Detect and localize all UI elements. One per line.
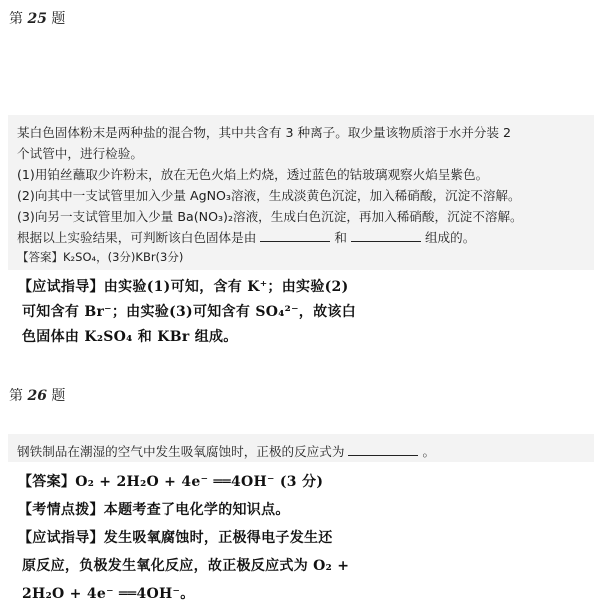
q25-question (17, 227, 475, 246)
q26-guide-line2: 原反应，负极发生氧化反应，故正极反应式为 O₂ + (22, 558, 350, 574)
q25-guide-line2: 可知含有 Br⁻；由实验(3)可知含有 SO₄²⁻，故该白 (22, 304, 356, 320)
answer-blank-2 (351, 230, 421, 242)
q25-step1: (1)用铂丝蘸取少许粉末，放在无色火焰上灼烧，透过蓝色的钴玻璃观察火焰呈紫色。 (17, 167, 489, 182)
title-prefix: 第 (9, 11, 23, 27)
q26-guide-line1: 【应试指导】发生吸氧腐蚀时，正极得电子发生还 (18, 530, 333, 546)
answer-blank (348, 444, 418, 456)
q25-step2: (2)向其中一支试管里加入少量 AgNO₃溶液，生成淡黄色沉淀，加入稀硝酸，沉淀不溶解。 (17, 188, 521, 203)
q25-guide-line1: 【应试指导】由实验(1)可知，含有 K⁺；由实验(2) (18, 279, 349, 295)
q25-answer: 【答案】K₂SO₄，(3分)KBr(3分) (17, 250, 184, 264)
question-26-title (9, 385, 65, 405)
question-number: 26 (27, 388, 47, 404)
title-suffix: 题 (51, 388, 66, 404)
question-end: 。 (422, 444, 436, 459)
question-number: 25 (27, 11, 47, 27)
title-suffix: 题 (51, 11, 66, 27)
q25-intro-line2: 个试管中，进行检验。 (17, 146, 143, 161)
title-prefix: 第 (9, 388, 23, 404)
q26-question (17, 441, 435, 460)
q26-guide-line3: 2H₂O + 4e⁻ ══4OH⁻。 (22, 586, 195, 602)
q26-point: 【考情点拨】本题考查了电化学的知识点。 (18, 502, 290, 518)
q25-intro-line1: 某白色固体粉末是两种盐的混合物，其中共含有 3 种离子。取少量该物质溶于水并分装 2 (17, 125, 512, 140)
question-25-title (9, 8, 65, 28)
question-text-a: 根据以上实验结果，可判断该白色固体是由 (17, 230, 257, 245)
question-text-b: 和 (334, 230, 347, 245)
question-text: 钢铁制品在潮湿的空气中发生吸氧腐蚀时，正极的反应式为 (17, 444, 345, 459)
answer-blank-1 (260, 230, 330, 242)
q25-guide-line3: 色固体由 K₂SO₄ 和 KBr 组成。 (22, 329, 238, 345)
q26-answer: 【答案】O₂ + 2H₂O + 4e⁻ ══4OH⁻ (3 分) (18, 474, 324, 490)
q25-step3: (3)向另一支试管里加入少量 Ba(NO₃)₂溶液，生成白色沉淀，再加入稀硝酸，沉淀不溶解。 (17, 209, 523, 224)
question-text-c: 组成的。 (424, 230, 476, 245)
